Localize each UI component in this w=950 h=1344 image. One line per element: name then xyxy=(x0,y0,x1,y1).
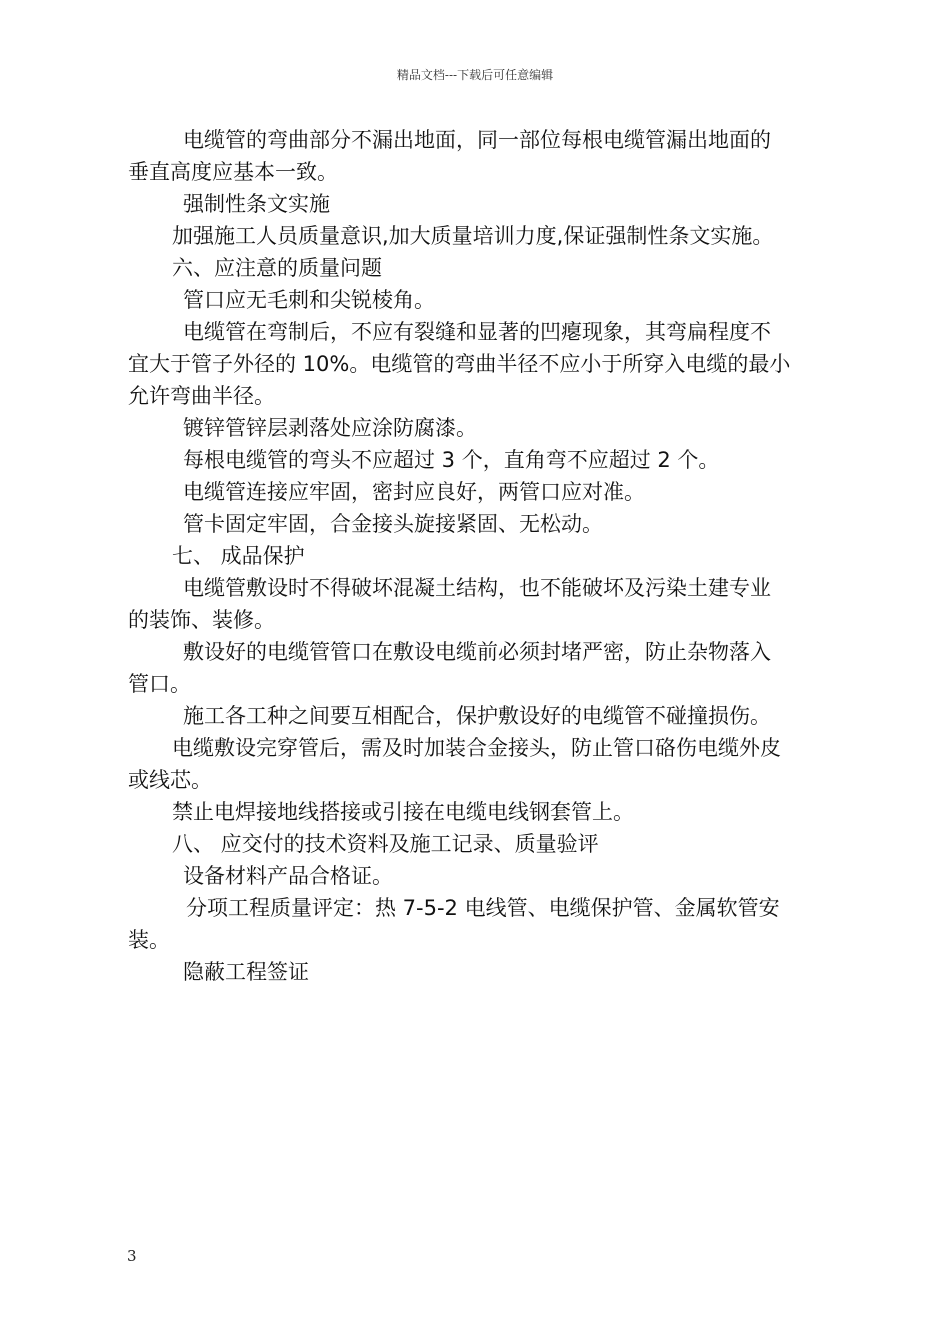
paragraph-line: 禁止电焊接地线搭接或引接在电缆电线钢套管上。 xyxy=(172,800,634,824)
page-number: 3 xyxy=(127,1247,137,1265)
paragraph-line: 每根电缆管的弯头不应超过 3 个，直角弯不应超过 2 个。 xyxy=(183,448,720,472)
paragraph-line: 敷设好的电缆管管口在敷设电缆前必须封堵严密，防止杂物落入 xyxy=(183,640,771,664)
paragraph-line: 管卡固定牢固，合金接头旋接紧固、无松动。 xyxy=(183,512,603,536)
paragraph-line: 垂直高度应基本一致。 xyxy=(128,160,338,184)
paragraph-line: 分项工程质量评定：热 7-5-2 电线管、电缆保护管、金属软管安 xyxy=(186,896,780,920)
paragraph-line: 电缆管的弯曲部分不漏出地面，同一部位每根电缆管漏出地面的 xyxy=(183,128,771,152)
paragraph-line: 施工各工种之间要互相配合，保护敷设好的电缆管不碰撞损伤。 xyxy=(183,704,771,728)
paragraph-line: 隐蔽工程签证 xyxy=(183,960,309,984)
paragraph-line: 电缆管连接应牢固，密封应良好，两管口应对准。 xyxy=(183,480,645,504)
paragraph-line: 装。 xyxy=(128,928,170,952)
paragraph-line: 镀锌管锌层剥落处应涂防腐漆。 xyxy=(183,416,477,440)
section-heading: 六、应注意的质量问题 xyxy=(172,256,382,280)
document-body xyxy=(128,124,828,988)
paragraph-line: 的装饰、装修。 xyxy=(128,608,275,632)
paragraph-line: 电缆管在弯制后，不应有裂缝和显著的凹瘪现象，其弯扁程度不 xyxy=(183,320,771,344)
paragraph-line: 管口应无毛刺和尖锐棱角。 xyxy=(183,288,435,312)
paragraph-line: 电缆敷设完穿管后，需及时加装合金接头，防止管口硌伤电缆外皮 xyxy=(172,736,781,760)
section-heading: 七、 成品保护 xyxy=(172,544,305,568)
page-header: 精品文档---下载后可任意编辑 xyxy=(396,68,554,82)
paragraph-line: 电缆管敷设时不得破坏混凝土结构，也不能破坏及污染土建专业 xyxy=(183,576,771,600)
paragraph-line: 宜大于管子外径的 10%。电缆管的弯曲半径不应小于所穿入电缆的最小 xyxy=(128,352,791,376)
section-subtitle: 强制性条文实施 xyxy=(183,192,330,216)
paragraph-line: 加强施工人员质量意识,加大质量培训力度,保证强制性条文实施。 xyxy=(172,224,774,248)
paragraph-line: 管口。 xyxy=(128,672,191,696)
section-heading: 八、 应交付的技术资料及施工记录、质量验评 xyxy=(172,832,599,856)
paragraph-line: 设备材料产品合格证。 xyxy=(183,864,393,888)
paragraph-line: 允许弯曲半径。 xyxy=(128,384,275,408)
paragraph-line: 或线芯。 xyxy=(128,768,212,792)
